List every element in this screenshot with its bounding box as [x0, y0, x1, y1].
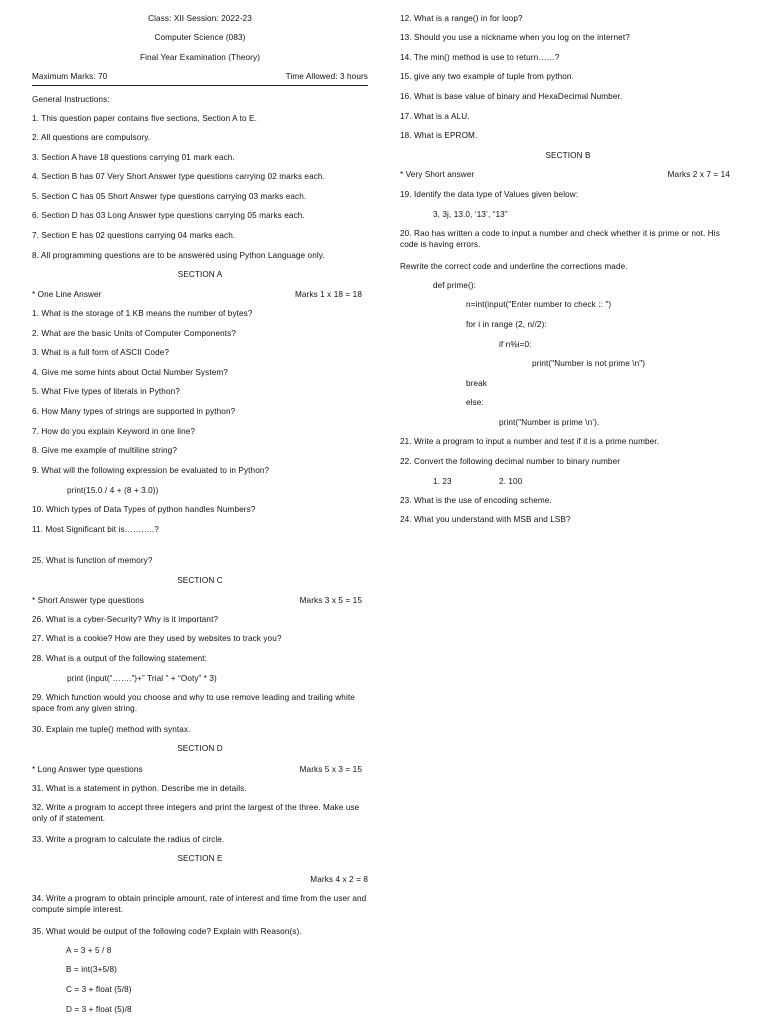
code-line: B = int(3+5/8) [66, 965, 118, 974]
code-line: break [466, 379, 487, 388]
question-13: 13. Should you use a nickname when you log on the internet? [400, 33, 630, 42]
question-9: 9. What will the following expression be evaluated to in Python? [32, 466, 270, 475]
exam-title: Final Year Examination (Theory) [139, 53, 261, 62]
question-33: 33. Write a program to calculate the radius of circle. [32, 835, 225, 844]
section-e-marks: Marks 4 x 2 = 8 [310, 875, 368, 884]
question-1: 1. What is the storage of 1 KB means the number of bytes? [32, 309, 253, 318]
section-c-header [32, 596, 362, 606]
question-17: 17. What is a ALU. [400, 112, 470, 121]
question-16: 16. What is base value of binary and HexaDecimal Number. [400, 92, 623, 101]
question-32: 32. Write a program to accept three integers and print the largest of the three. Make use only of if statement. [32, 803, 360, 823]
instruction-item: 7. Section E has 02 questions carrying 04 marks each. [32, 231, 236, 240]
question-10: 10. Which types of Data Types of python handles Numbers? [32, 505, 256, 514]
code-line: C = 3 + float (5/8) [66, 985, 132, 994]
question-5: 5. What Five types of literals in Python? [32, 387, 180, 396]
question-11: 11. Most Significant bit is………..? [32, 525, 159, 534]
instruction-item: 4. Section B has 07 Very Short Answer type questions carrying 02 marks each. [32, 172, 325, 181]
section-d-marks: Marks 5 x 3 = 15 [299, 765, 362, 774]
question-21: 21. Write a program to input a number and test if it is a prime number. [400, 437, 660, 446]
question-14: 14. The min() method is use to return……? [400, 53, 560, 62]
code-line: for i in range (2, n//2): [466, 320, 547, 329]
section-c-title: SECTION C [177, 576, 223, 585]
question-12: 12. What is a range() in for loop? [400, 14, 523, 23]
question-20: 20. Rao has written a code to input a number and check whether it is prime or not. His code is having errors. [400, 229, 720, 249]
question-3: 3. What is a full form of ASCII Code? [32, 348, 170, 357]
code-line: print("Number is not prime \n") [532, 359, 646, 368]
header-divider [32, 85, 368, 86]
question-28: 28. What is a output of the following statement: [32, 654, 208, 663]
question-22-part-2: 2. 100 [499, 477, 523, 486]
section-a-title: SECTION A [177, 270, 223, 279]
question-7: 7. How do you explain Keyword in one line? [32, 427, 196, 436]
section-c-type: * Short Answer type questions [32, 596, 145, 605]
question-25: 25. What is function of memory? [32, 556, 153, 565]
subject-title: Computer Science (083) [154, 33, 246, 42]
time-allowed: Time Allowed: 3 hours [285, 72, 368, 81]
code-line: A = 3 + 5 / 8 [66, 946, 112, 955]
section-a-type: * One Line Answer [32, 290, 102, 299]
question-15: 15. give any two example of tuple from python. [400, 72, 574, 81]
section-e-title: SECTION E [177, 854, 223, 863]
code-line: print("Number is prime \n’). [499, 418, 600, 427]
section-c-marks: Marks 3 x 5 = 15 [299, 596, 362, 605]
question-9-code: print(15.0 / 4 + (8 + 3.0)) [67, 486, 159, 495]
question-24: 24. What you understand with MSB and LSB? [400, 515, 571, 524]
question-22-part-1: 1. 23 [433, 477, 452, 486]
section-b-marks: Marks 2 x 7 = 14 [667, 170, 730, 179]
question-22: 22. Convert the following decimal number to binary number [400, 457, 621, 466]
section-d-header [32, 765, 362, 775]
class-session: Class: XII Session: 2022-23 [148, 14, 252, 23]
instruction-item: 2. All questions are compulsory. [32, 133, 151, 142]
question-19-values: 3, 3j, 13.0, ‘13’, “13” [433, 210, 508, 219]
question-26: 26. What is a cyber-Security? Why is it important? [32, 615, 219, 624]
instruction-item: 3. Section A have 18 questions carrying 01 mark each. [32, 153, 235, 162]
instruction-item: 1. This question paper contains five sections, Section A to E. [32, 114, 257, 123]
code-line: n=int(input("Enter number to check :: ") [466, 300, 612, 309]
question-20-instruction: Rewrite the correct code and underline the corrections made. [400, 262, 628, 271]
question-8: 8. Give me example of multiline string? [32, 446, 177, 455]
section-a-header [32, 290, 362, 300]
question-28-code: print (input(“…….”)+” Trial ” + “Ooty” * 3) [67, 674, 217, 683]
section-b-title: SECTION B [545, 151, 591, 160]
question-35: 35. What would be output of the following code? Explain with Reason(s). [32, 927, 302, 936]
section-d-type: * Long Answer type questions [32, 765, 143, 774]
code-line: else: [466, 398, 484, 407]
maximum-marks: Maximum Marks: 70 [32, 72, 108, 81]
question-19: 19. Identify the data type of Values given below: [400, 190, 579, 199]
question-30: 30. Explain me tuple() method with syntax. [32, 725, 191, 734]
question-18: 18. What is EPROM. [400, 131, 478, 140]
section-b-header [400, 170, 730, 180]
instruction-item: 5. Section C has 05 Short Answer type questions carrying 03 marks each. [32, 192, 307, 201]
question-6: 6. How Many types of strings are supported in python? [32, 407, 236, 416]
code-line: if n%i=0: [499, 340, 532, 349]
question-29: 29. Which function would you choose and why to use remove leading and trailing white space from any given string. [32, 693, 355, 713]
question-2: 2. What are the basic Units of Computer Components? [32, 329, 236, 338]
code-line: def prime(): [433, 281, 477, 290]
question-23: 23. What is the use of encoding scheme. [400, 496, 552, 505]
instruction-item: 6. Section D has 03 Long Answer type questions carrying 05 marks each. [32, 211, 305, 220]
section-d-title: SECTION D [177, 744, 223, 753]
marks-time-row [32, 72, 368, 82]
section-b-type: * Very Short answer [400, 170, 475, 179]
code-line: D = 3 + float (5)/8 [66, 1005, 132, 1014]
question-4: 4. Give me some hints about Octal Number System? [32, 368, 228, 377]
question-27: 27. What is a cookie? How are they used by websites to track you? [32, 634, 282, 643]
instruction-item: 8. All programming questions are to be answered using Python Language only. [32, 251, 325, 260]
question-34: 34. Write a program to obtain principle amount, rate of interest and time from the user and compute simple interest. [32, 894, 367, 914]
instructions-heading: General Instructions: [32, 95, 110, 104]
question-31: 31. What is a statement in python. Describe me in details. [32, 784, 247, 793]
section-a-marks: Marks 1 x 18 = 18 [294, 290, 362, 299]
